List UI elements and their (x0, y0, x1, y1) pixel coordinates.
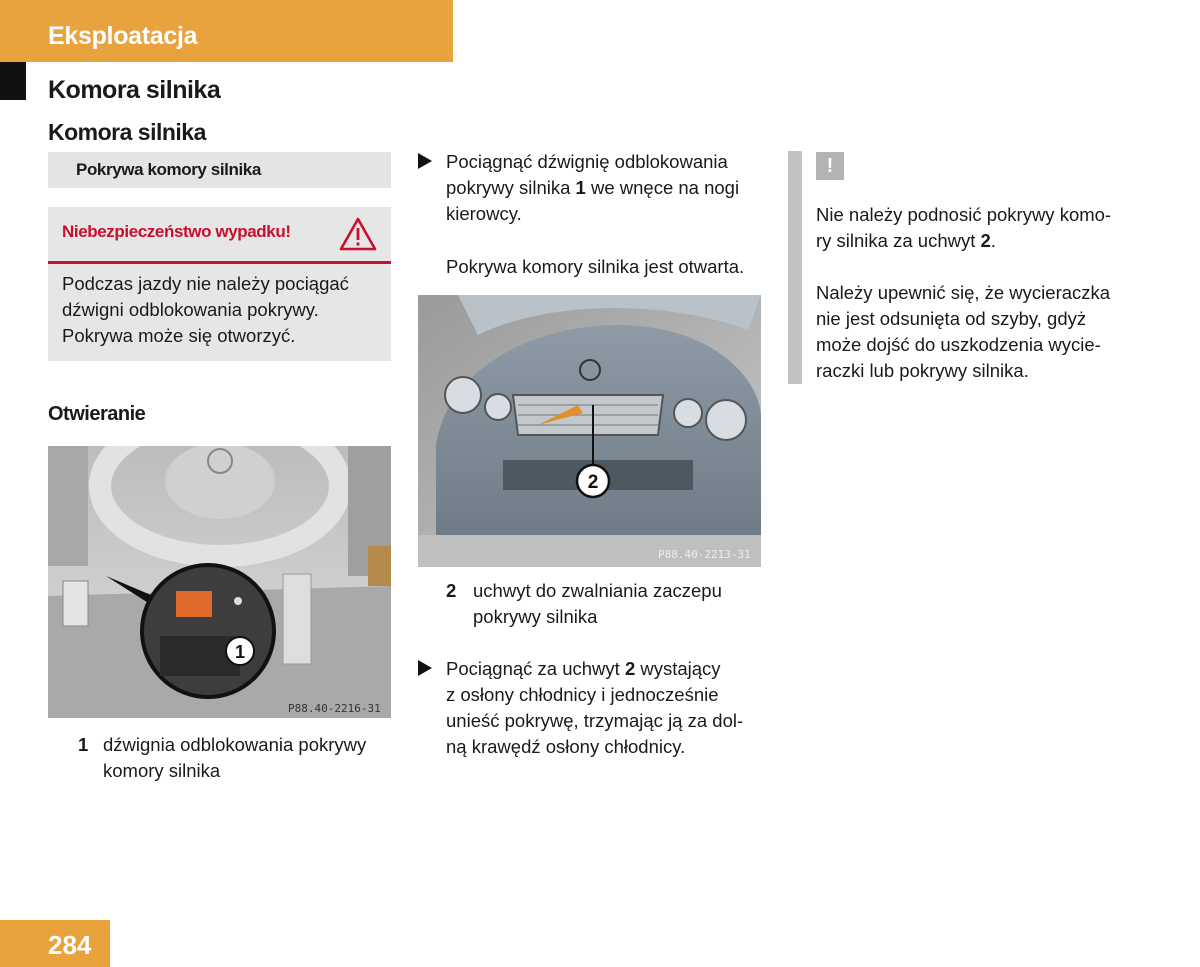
interior-release-lever-image (48, 446, 391, 718)
opening-heading: Otwieranie (48, 403, 146, 425)
subsection-bar-label: Pokrywa komory silnika (76, 160, 261, 179)
note-side-bar (788, 151, 802, 384)
warning-title: Niebezpieczeństwo wypadku! (62, 222, 291, 241)
page-number-box (0, 920, 110, 967)
image2-code: P88.40-2213-31 (658, 548, 751, 561)
note-paragraph-1 (816, 202, 1156, 254)
note-paragraph-2 (816, 280, 1156, 384)
section-title: Komora silnika (48, 119, 206, 145)
legend-item-1 (48, 732, 391, 788)
step-line: pokrywy silnika 1 we wnęce na nogi (446, 177, 740, 198)
section-header-tab (0, 0, 453, 62)
legend-text-line: komory silnika (103, 760, 221, 781)
warning-triangle-icon (339, 216, 377, 252)
note-line: Nie należy podnosić pokrywy komo- (816, 204, 1112, 225)
note-line: raczki lub pokrywy silnika. (816, 360, 1029, 381)
legend-text-line: dźwignia odblokowania pokrywy (103, 734, 367, 755)
warning-divider (48, 261, 391, 264)
image2-callout: 2 (587, 472, 599, 493)
step-line: Pociągnąć za uchwyt 2 wystający (446, 658, 721, 679)
car-front-hood-image (418, 295, 761, 567)
step-arrow-icon (418, 660, 432, 676)
step-line: z osłony chłodnicy i jednocześnie (446, 684, 719, 705)
section-header-label: Eksploatacja (48, 22, 198, 50)
reference-number: 1 (575, 177, 586, 198)
page-number: 284 (48, 930, 92, 960)
step-arrow-icon (418, 153, 432, 169)
instruction-step-2 (418, 656, 768, 762)
section-marker (0, 62, 26, 100)
warning-line: dźwigni odblokowania pokrywy. (62, 299, 319, 320)
image1-code: P88.40-2216-31 (288, 702, 381, 715)
warning-line: Podczas jazdy nie należy pociągać (62, 273, 349, 294)
reference-number: 2 (624, 658, 636, 679)
legend-text-line: pokrywy silnika (473, 606, 598, 627)
legend-number: 1 (78, 734, 89, 755)
step-line: unieść pokrywę, trzymając ją za dol- (446, 710, 744, 731)
step-line: kierowcy. (446, 203, 522, 224)
subsection-bar (48, 152, 391, 188)
legend-number: 2 (446, 580, 457, 601)
step-line: Pociągnąć dźwignię odblokowania (446, 151, 728, 172)
exclamation-icon: ! (816, 152, 844, 180)
warning-box (48, 207, 391, 361)
result-text: Pokrywa komory silnika jest otwarta. (446, 256, 745, 277)
step-line: ną krawędź osłony chłodnicy. (446, 736, 686, 757)
reference-number: 2 (980, 230, 991, 251)
legend-text-line: uchwyt do zwalniania zaczepu (473, 580, 722, 601)
note-line: może dojść do uszkodzenia wycie- (816, 334, 1101, 355)
legend-item-2 (418, 578, 761, 634)
instruction-step-1 (418, 149, 768, 229)
image1-callout: 1 (234, 642, 246, 662)
warning-line: Pokrywa może się otworzyć. (62, 325, 296, 346)
note-line: Należy upewnić się, że wycieraczka (816, 282, 1111, 303)
note-line: ry silnika za uchwyt 2. (816, 230, 996, 251)
page-title: Komora silnika (48, 76, 221, 104)
warning-body (62, 271, 382, 349)
note-line: nie jest odsunięta od szyby, gdyż (816, 308, 1087, 329)
